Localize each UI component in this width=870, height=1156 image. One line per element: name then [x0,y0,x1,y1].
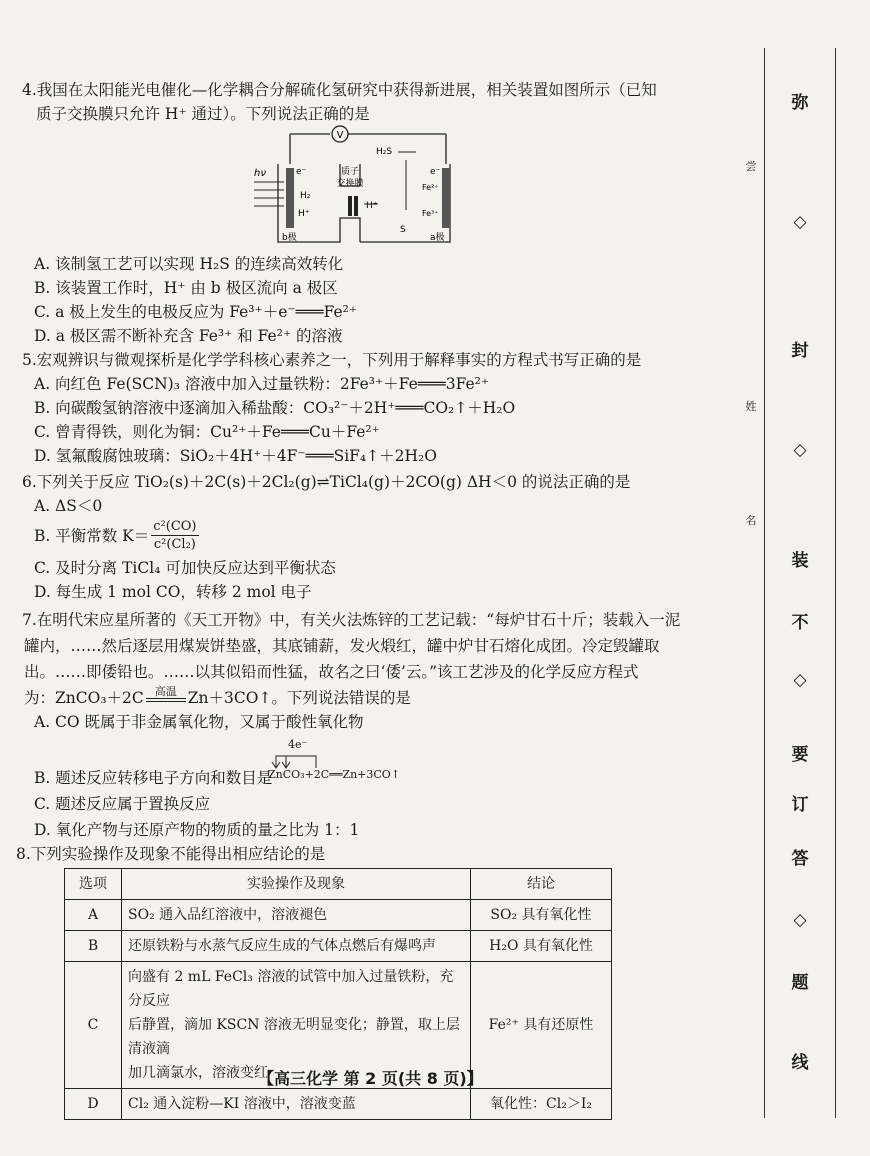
q6-option-c: C. 及时分离 TiCl₄ 可加快反应达到平衡状态 [34,559,336,577]
q7-electron-transfer [268,738,418,790]
header-operation: 实验操作及现象 [122,869,471,900]
q7-electron-count: 4e⁻ [288,738,308,751]
q7-stem-line1: 7.在明代宋应星所著的《天工开物》中，有关火法炼锌的工艺记载：“每炉甘石十斤；装载入一泥 [22,611,681,629]
sidebar-char: 不 [791,613,809,633]
q5-option-c: C. 曾青得铁，则化为铜：Cu²⁺＋Fe═══Cu＋Fe²⁺ [34,423,380,441]
q7-option-c: C. 题述反应属于置换反应 [34,795,211,813]
q7-option-a: A. CO 既属于非金属氧化物，又属于酸性氧化物 [34,713,364,731]
row-d-conclusion: 氧化性：Cl₂＞I₂ [471,1089,612,1120]
q7-eq-condition: 高温 [154,685,177,698]
q4-option-b: B. 该装置工作时，H⁺ 由 b 极区流向 a 极区 [34,279,338,297]
q6-fraction-denominator: c²(Cl₂) [153,537,196,552]
q7-equation [24,686,411,710]
hv-label: hν [254,168,266,179]
sidebar-small-char: 姓 [745,400,757,413]
row-b-operation: 还原铁粉与水蒸气反应生成的气体点燃后有爆鸣声 [122,931,471,962]
table-header-row [65,869,612,900]
sidebar-char: 答 [791,849,809,869]
q5-option-a: A. 向红色 Fe(SCN)₃ 溶液中加入过量铁粉：2Fe³⁺＋Fe═══3Fe²⁺ [34,375,490,393]
q4-stem-line1: 4.我国在太阳能光电催化—化学耦合分解硫化氢研究中获得新进展，相关装置如图所示（已知 [22,81,657,99]
q5-option-d: D. 氢氟酸腐蚀玻璃：SiO₂＋4H⁺＋4F⁻═══SiF₄↑＋2H₂O [34,447,437,465]
sidebar-char: 弥 [791,93,809,113]
diamond-icon: ◇ [793,670,807,690]
header-conclusion: 结论 [471,869,612,900]
a-pole-label: a极 [430,233,445,243]
header-option: 选项 [65,869,122,900]
row-c-operation-line2: 后静置，滴加 KSCN 溶液无明显变化；静置，取上层清液滴 [128,1017,460,1057]
proton-membrane [348,196,352,216]
q6-option-a: A. ΔS＜0 [34,497,103,515]
sidebar-char: 要 [791,745,809,765]
row-c-conclusion: Fe²⁺ 具有还原性 [471,962,612,1089]
q6-option-b [34,518,199,553]
electrolysis-diagram [240,124,480,248]
row-d-option: D [65,1089,122,1120]
table-row [65,1089,612,1120]
fe3-label: Fe³⁺ [422,209,439,218]
membrane-label-2: 交换膜 [336,179,364,189]
membrane-label-1: 质子 [340,167,360,177]
sidebar-small-char: 尝 [745,160,757,173]
sidebar-char: 封 [791,341,809,361]
binding-sidebar [745,48,836,1118]
q4-option-c: C. a 极上发生的电极反应为 Fe³⁺＋e⁻═══Fe²⁺ [34,303,358,321]
sidebar-char: 订 [791,795,809,815]
row-b-option: B [65,931,122,962]
q6-fraction-numerator: c²(CO) [153,519,197,534]
row-d-operation: Cl₂ 通入淀粉—KI 溶液中，溶液变蓝 [122,1089,471,1120]
diamond-icon: ◇ [793,910,807,930]
row-a-option: A [65,900,122,931]
sidebar-char: 题 [791,973,809,993]
diamond-icon: ◇ [793,212,807,232]
h2s-label: H₂S [376,147,393,157]
q4-option-a: A. 该制氢工艺可以实现 H₂S 的连续高效转化 [34,255,344,273]
row-b-conclusion: H₂O 具有氧化性 [471,931,612,962]
sidebar-char: 装 [791,551,809,571]
s-label: S [400,225,406,235]
page-footer: 【高三化学 第 2 页(共 8 页)】 [258,1069,483,1088]
row-a-conclusion: SO₂ 具有氧化性 [471,900,612,931]
hplus-label-b: H⁺ [298,209,310,219]
row-c-operation-line3: 加几滴氯水，溶液变红 [128,1065,268,1081]
q7-eq-left: 为：ZnCO₃＋2C [24,689,144,707]
q7-stem-line2: 罐内，……然后逐层用煤炭饼垫盛，其底铺薪，发火煅红，罐中炉甘石熔化成团。冷定毁罐取 [24,637,660,655]
electron-label-b: e⁻ [296,167,307,177]
electrode-a [442,168,450,228]
row-a-operation: SO₂ 通入品红溶液中，溶液褪色 [122,900,471,931]
table-row [65,900,612,931]
hplus-label-mid: H⁺ [366,201,378,211]
q6-stem: 6.下列关于反应 TiO₂(s)＋2C(s)＋2Cl₂(g)⇌TiCl₄(g)＋2CO(g) ΔH＜0 的说法正确的是 [22,473,631,491]
b-pole-label: b极 [282,233,297,243]
fe2-label: Fe²⁺ [422,183,439,192]
electrode-b [286,168,294,228]
h2-label: H₂ [300,191,311,201]
q4-stem-line2: 质子交换膜只允许 H⁺ 通过）。下列说法正确的是 [36,105,370,123]
electron-label-a: e⁻ [430,167,441,177]
sidebar-char: 线 [791,1053,809,1073]
q5-stem: 5.宏观辨识与微观探析是化学学科核心素养之一，下列用于解释事实的方程式书写正确的是 [22,351,642,369]
q4-option-d: D. a 极区需不断补充含 Fe³⁺ 和 Fe²⁺ 的溶液 [34,327,343,345]
q5-option-b: B. 向碳酸氢钠溶液中逐滴加入稀盐酸：CO₃²⁻＋2H⁺═══CO₂↑＋H₂O [34,399,516,417]
voltmeter-label: V [336,130,344,141]
q6-option-b-prefix: B. 平衡常数 K＝ [34,526,150,545]
row-c-option: C [65,962,122,1089]
q7-stem-line3: 出。……即倭铅也。……以其似铅而性猛，故名之曰‘倭’云。”该工艺涉及的化学反应方程式 [24,663,639,681]
sidebar-small-char: 名 [745,514,757,527]
q7-eq-right: Zn＋3CO↑。下列说法错误的是 [187,689,411,707]
q6-option-d: D. 每生成 1 mol CO，转移 2 mol 电子 [34,583,312,601]
table-row [65,931,612,962]
q8-stem: 8.下列实验操作及现象不能得出相应结论的是 [16,845,326,863]
diamond-icon: ◇ [793,440,807,460]
q7-option-b-equation: ZnCO₃+2C══Zn+3CO↑ [268,768,401,781]
q7-option-b: B. 题述反应转移电子方向和数目是 [34,769,273,787]
q7-option-d: D. 氧化产物与还原产物的物质的量之比为 1：1 [34,821,360,839]
row-c-operation-line1: 向盛有 2 mL FeCl₃ 溶液的试管中加入过量铁粉，充分反应 [128,969,454,1009]
